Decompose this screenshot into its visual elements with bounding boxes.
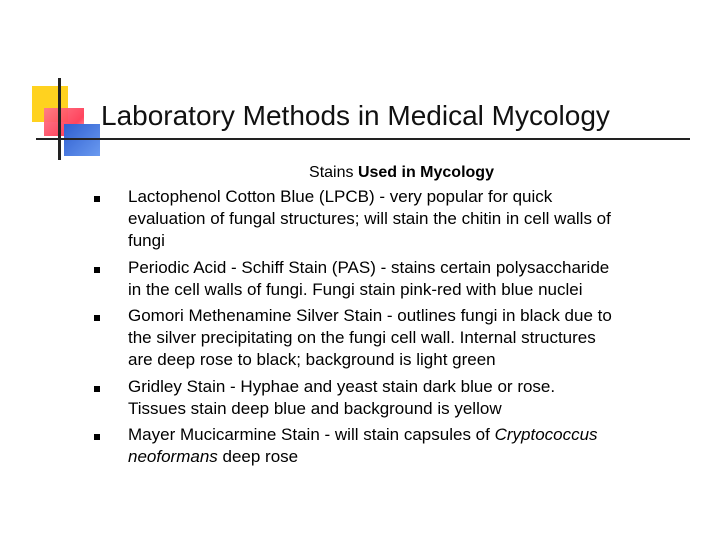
square-bullet-icon [94,196,100,202]
bullet-text-after: deep rose [217,447,299,466]
organism-genus: Cryptococcus [494,425,598,444]
title-underline-rule [36,138,690,140]
bullet-text: Periodic Acid - Schiff Stain (PAS) - stains certain polysaccharide in the cell walls of fungi. Fungi stain pink-red with blue nuclei [128,257,610,299]
slide-subtitle [128,163,675,183]
bullet-text-before: Mayer Mucicarmine Stain - will stain capsules of [128,425,495,444]
organism-species: neoformans [128,447,218,466]
decorative-blue-square [64,124,100,156]
bullet-text: Gomori Methenamine Silver Stain - outlines fungi in black due to the silver precipitating on the fungi cell wall. Internal structures are deep rose to black; background is light green [128,306,612,369]
bullet-item-mucicarmine [94,424,704,468]
bullet-item-gomori [94,305,704,371]
bullet-text: Gridley Stain - Hyphae and yeast stain dark blue or rose. Tissues stain deep blue and background is yellow [128,376,556,418]
bullet-item-lpcb [94,186,704,252]
square-bullet-icon [94,434,100,440]
decorative-vertical-line [58,78,61,160]
bullet-list [94,186,704,473]
bullet-text: Lactophenol Cotton Blue (LPCB) - very popular for quick evaluation of fungal structures; will stain the chitin in cell walls of fungi [128,187,611,250]
subtitle-bold: Used in Mycology [357,164,494,181]
bullet-item-pas [94,257,704,301]
bullet-text [128,425,598,466]
slide-title: Laboratory Methods in Medical Mycology [101,100,610,131]
bullet-item-gridley [94,376,704,420]
square-bullet-icon [94,386,100,392]
subtitle-prefix: Stains [309,164,358,181]
square-bullet-icon [94,315,100,321]
square-bullet-icon [94,267,100,273]
